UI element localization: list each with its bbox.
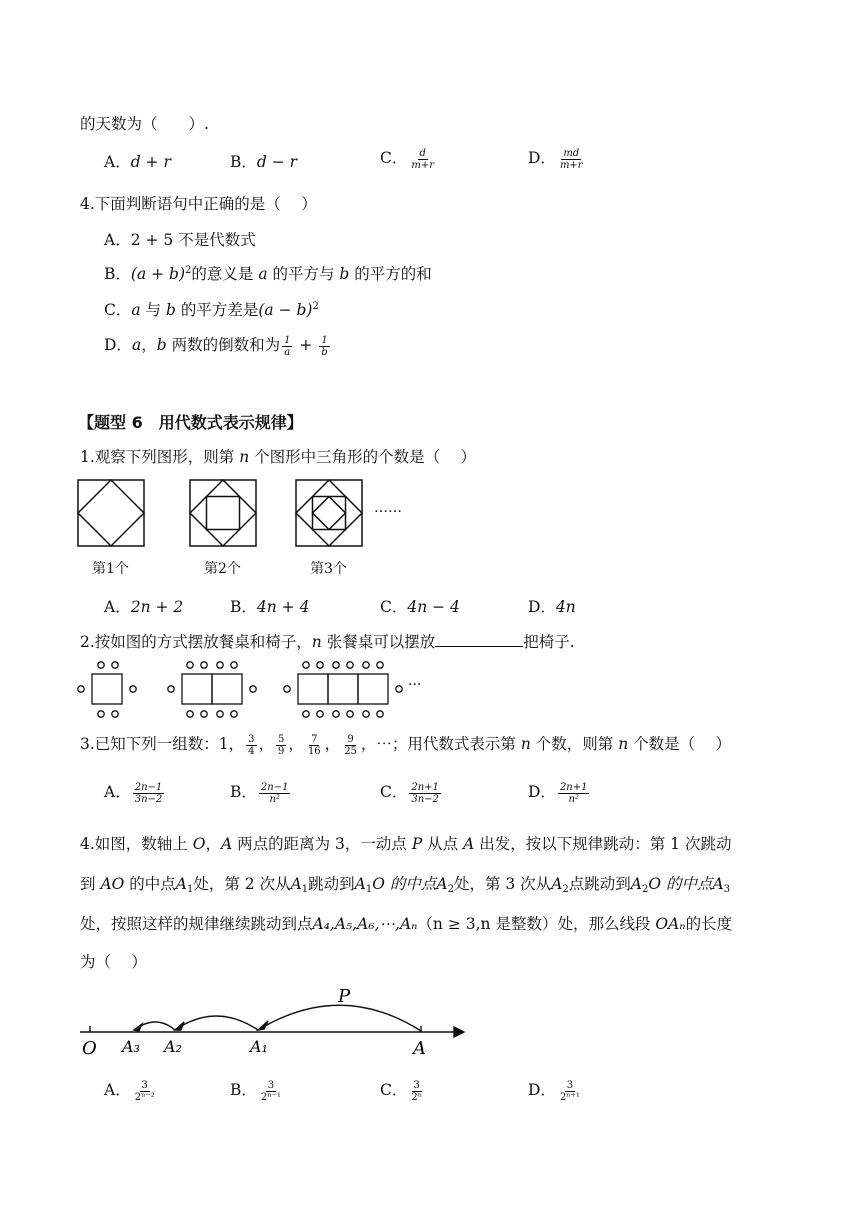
p3-option-b: B． $\frac{2n-1}{\text{n²}}$ — [230, 781, 289, 805]
q3-option-d: D． $\frac{md}{m+r}$ — [528, 147, 583, 171]
p2-tables-figure — [74, 656, 414, 722]
label-A1: A₁ — [250, 1037, 268, 1056]
q4-option-d: D．a，b 两数的倒数和为 $\frac{1}{a}$ + $\frac{1}{b}$ — [104, 334, 328, 358]
q3-stem-end: 的天数为（ ）. — [80, 115, 209, 133]
p1-fig-label-3: 第3个 — [310, 561, 347, 577]
q4-stem: 4.下面判断语句中正确的是（ ） — [80, 195, 317, 213]
p4-option-c: C． $\frac{3}{\text{2ⁿ}}$ — [380, 1079, 423, 1103]
q4-option-c: C．a 与 b 的平方差是$(a - b)^2$ — [104, 301, 319, 319]
p1-option-c: C．4n − 4 — [380, 598, 460, 616]
p1-option-d: D．4n — [528, 598, 576, 616]
p4-option-d: D． $\frac{3}{\text{2ⁿ⁺¹}}$ — [528, 1079, 580, 1103]
answer-blank[interactable] — [435, 632, 523, 647]
p1-ellipsis: …… — [374, 500, 402, 516]
p2-ellipsis: ··· — [408, 677, 422, 693]
q3-option-b: B．d − r — [230, 153, 298, 171]
section-title: 【题型 6 用代数式表示规律】 — [78, 413, 303, 432]
p1-option-a: A．2n + 2 — [104, 598, 184, 616]
p3-option-a: A． $\frac{2n-1}{3n-2}$ — [104, 781, 163, 805]
label-A2: A₂ — [164, 1037, 182, 1056]
p3-option-c: C． $\frac{2n+1}{3n-2}$ — [380, 781, 439, 805]
q4-option-b: B．$(a + b)^2$的意义是 a 的平方与 b 的平方的和 — [104, 265, 432, 283]
p4-option-a: A． $\frac{3}{\text{2ⁿ⁻²}}$ — [104, 1079, 155, 1103]
number-line-figure — [76, 982, 466, 1062]
p4-line-4: 为（ ） — [80, 953, 147, 971]
label-A3: A₃ — [122, 1037, 140, 1056]
p1-stem: 1.观察下列图形，则第 n 个图形中三角形的个数是（ ） — [80, 448, 477, 466]
label-P: P — [338, 986, 351, 1007]
p1-option-b: B．4n + 4 — [230, 598, 310, 616]
label-A: A — [413, 1038, 426, 1059]
label-O: O — [82, 1038, 97, 1059]
p4-line-1: 4.如图，数轴上 O，A 两点的距离为 3，一动点 P 从点 A 出发，按以下规律跳动：第 1 次跳动 — [80, 835, 732, 853]
p4-line-2: 到 AO 的中点$A_1$处，第 2 次从$A_1$跳动到$A_1O$ 的中点$A_2$处，第 3 次从$A_2$点跳动到$A_2O$ 的中点$A_3$ — [80, 875, 731, 895]
p2-stem: 2.按如图的方式摆放餐桌和椅子，n 张餐桌可以摆放 把椅子. — [80, 633, 575, 651]
p4-option-b: B． $\frac{3}{\text{2ⁿ⁻¹}}$ — [230, 1079, 281, 1103]
p1-fig-label-2: 第2个 — [204, 561, 241, 577]
q3-option-a: A．d + r — [104, 153, 171, 171]
p1-figures — [76, 478, 416, 550]
p3-stem: 3.已知下列一组数：1， $\frac{3}{4}$ ， $\frac{5}{9}$ ， $\frac{7}{16}$ ， $\frac{9}{25}$ ，⋯；用代数式表示第 n 个数，则第 n 个数是（ ） — [80, 733, 732, 757]
p1-fig-label-1: 第1个 — [92, 561, 129, 577]
q4-option-a: A．2 + 5 不是代数式 — [104, 231, 256, 249]
q3-option-c: C． $\frac{d}{m+r}$ — [380, 147, 435, 171]
p3-option-d: D． $\frac{2n+1}{\text{n²}}$ — [528, 781, 588, 805]
p4-line-3: 处，按照这样的规律继续跳动到点A₄,A₅,A₆,⋯,Aₙ（n ≥ 3,n 是整数）处，那么线段 OAₙ的长度 — [80, 915, 733, 933]
